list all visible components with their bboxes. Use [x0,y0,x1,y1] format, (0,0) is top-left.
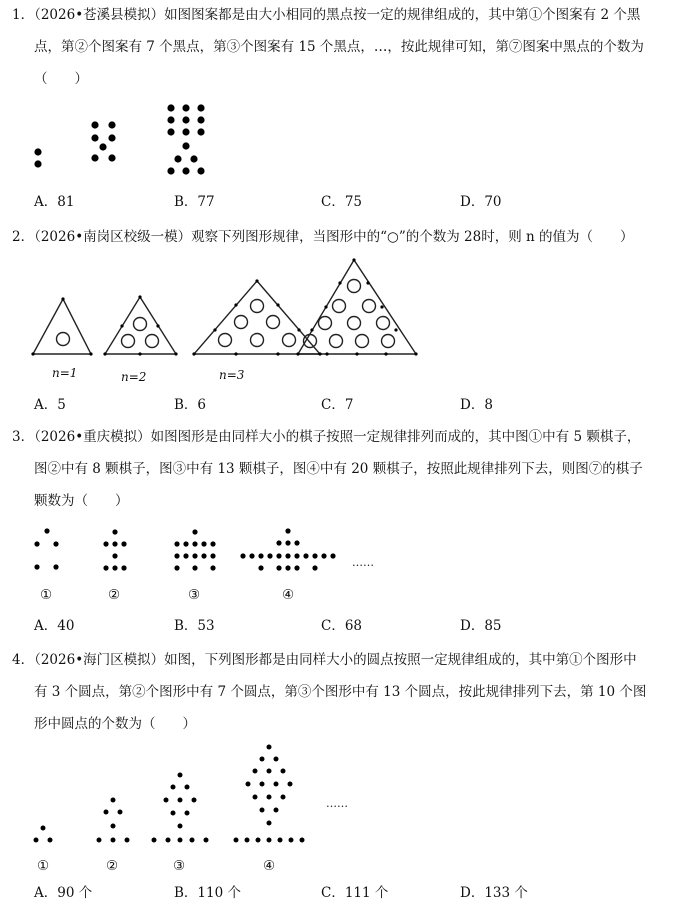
q4-label-2: ② [106,858,119,874]
q1-stem-line2: 点，第②个图案有 7 个黑点，第③个图案有 15 个黑点，…，按此规律可知，第⑦图案中黑点的个数为 [34,39,644,55]
q3-stem-line2: 图②中有 8 颗棋子，图③中有 13 颗棋子，图④中有 20 颗棋子，按照此规律排列下去，则图⑦的棋子 [34,461,643,477]
q2-option-b[interactable]: B．6 [174,397,207,413]
q4-stem-line3: 形中圆点的个数为（ ） [34,716,196,732]
q3-ellipsis: …… [352,556,374,569]
q2-option-d[interactable]: D．8 [460,397,493,413]
q1-stem-line1: 1．（2026•苍溪县模拟）如图图案都是由大小相同的黑点按一定的规律组成的，其中第①个图案有 2 个黑 [12,7,641,23]
q4-label-4: ④ [263,858,276,874]
q4-option-d[interactable]: D．133 个 [460,885,528,901]
q3-label-4: ④ [282,587,295,603]
q3-stem-line3: 颗数为（ ） [34,493,129,509]
q4-option-b[interactable]: B．110 个 [174,885,241,901]
q1-option-b[interactable]: B．77 [174,194,215,210]
q4-label-1: ① [37,858,50,874]
q1-option-d[interactable]: D．70 [460,194,502,210]
q3-option-c[interactable]: C．68 [321,618,363,634]
q4-stem-line2: 有 3 个圆点，第②个图形中有 7 个圆点，第③个图形中有 13 个圆点，按此规律排列下去，第 10 个图 [34,684,647,700]
q4-option-c[interactable]: C．111 个 [321,885,389,901]
q2-label-n3: n=3 [219,368,245,382]
q4-figure [28,740,348,855]
q3-figure [28,522,368,582]
q4-ellipsis: …… [326,797,348,810]
q4-label-3: ③ [173,858,186,874]
q1-option-c[interactable]: C．75 [321,194,363,210]
q3-label-3: ③ [188,587,201,603]
q3-option-d[interactable]: D．85 [460,618,502,634]
q3-stem-line1: 3．（2026•重庆模拟）如图图形是由同样大小的棋子按照一定规律排列而成的，其中图①中有 5 颗棋子， [12,429,641,445]
q2-label-n2: n=2 [121,370,147,384]
q3-option-a[interactable]: A．40 [34,618,75,634]
q4-option-a[interactable]: A．90 个 [34,885,93,901]
q2-option-c[interactable]: C．7 [321,397,354,413]
q1-figure [28,100,248,180]
q3-option-b[interactable]: B．53 [174,618,215,634]
q2-label-n1: n=1 [52,366,78,380]
q3-label-1: ① [40,587,53,603]
q1-option-a[interactable]: A．81 [34,194,75,210]
q4-stem-line1: 4．（2026•海门区模拟）如图，下列图形都是由同样大小的圆点按照一定规律组成的，其中第①个图形中 [12,652,637,668]
q3-label-2: ② [108,587,121,603]
q2-stem-line1: 2．（2026•南岗区校级一模）观察下列图形规律，当图形中的“○”的个数为 28时，则 n 的值为（ ） [12,229,634,245]
q1-stem-line3: （ ） [34,71,88,87]
q2-option-a[interactable]: A．5 [34,397,66,413]
